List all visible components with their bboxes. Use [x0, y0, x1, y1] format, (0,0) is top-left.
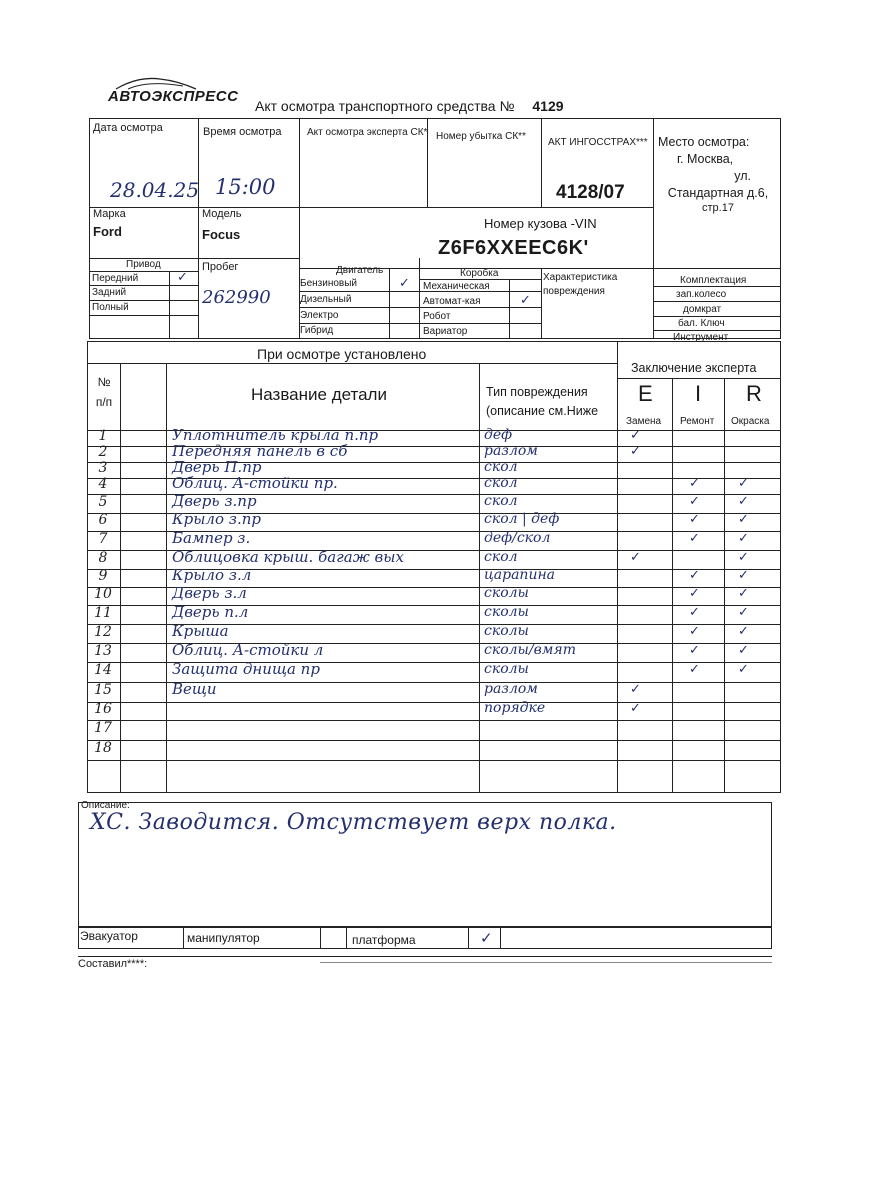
row-damage-type[interactable]: деф/скол [484, 529, 551, 546]
col-i-header: I [695, 381, 702, 406]
row-part-name[interactable]: Дверь П.пр [172, 458, 262, 476]
row-divider [87, 720, 781, 721]
row-check-e[interactable]: ✓ [630, 701, 641, 716]
date-value: 28.04.25 [110, 178, 200, 202]
model-label: Модель [202, 208, 242, 220]
row-part-name[interactable]: Бампер з. [172, 528, 251, 547]
doc-title [255, 98, 564, 114]
row-damage-type[interactable]: сколы/вмят [484, 641, 576, 658]
drive-title: Привод [126, 259, 161, 270]
row-check-i[interactable]: ✓ [689, 530, 700, 546]
row-number: 5 [98, 493, 108, 510]
row-check-i[interactable]: ✓ [689, 642, 700, 658]
row-number: 7 [98, 530, 108, 547]
row-part-name[interactable]: Дверь п.л [172, 602, 249, 621]
description-label: Описание: [81, 800, 130, 811]
row-check-i[interactable]: ✓ [689, 568, 700, 583]
row-check-r[interactable]: ✓ [738, 586, 749, 601]
row-number: 16 [94, 701, 112, 717]
row-check-i[interactable]: ✓ [689, 476, 700, 491]
place-address: Стандартная д.6, [667, 186, 769, 200]
row-check-r[interactable]: ✓ [738, 476, 749, 491]
row-check-e[interactable]: ✓ [630, 444, 641, 459]
equipment-spare-wheel[interactable]: зап.колесо [676, 289, 727, 300]
place-street: ул. [734, 169, 751, 183]
col-i-sub: Ремонт [680, 416, 715, 427]
row-part-name[interactable]: Дверь з.пр [172, 491, 257, 510]
row-damage-type[interactable]: скол | деф [484, 511, 560, 527]
equipment-jack[interactable]: домкрат [683, 304, 722, 315]
row-damage-type[interactable]: скол [484, 459, 518, 475]
evacuator-manipulator[interactable]: манипулятор [187, 931, 260, 945]
drive-front-checkbox[interactable]: ✓ [177, 270, 188, 285]
row-number: 4 [98, 476, 108, 492]
col-r-header: R [746, 381, 762, 406]
row-number: 6 [98, 512, 108, 528]
row-part-name[interactable]: Крыша [172, 621, 229, 640]
engine-diesel[interactable]: Дизельный [300, 294, 352, 305]
row-number: 2 [98, 444, 108, 460]
row-part-name[interactable]: Крыло з.пр [172, 510, 261, 528]
damage-characteristic-label: Характеристика повреждения [543, 272, 618, 297]
ingos-act-value: 4128/07 [556, 182, 625, 203]
engine-petrol[interactable]: Бензиновый [300, 278, 357, 289]
row-damage-type[interactable]: порядке [484, 700, 546, 716]
row-check-r[interactable]: ✓ [738, 642, 749, 658]
make-label: Марка [93, 208, 126, 220]
row-check-i[interactable]: ✓ [689, 662, 700, 677]
row-part-name[interactable]: Облиц. А-стойки л [172, 640, 324, 659]
row-number: 15 [94, 682, 112, 698]
row-damage-type[interactable]: скол [484, 475, 518, 491]
row-part-name[interactable]: Передняя панель в сб [172, 442, 348, 460]
engine-petrol-checkbox[interactable]: ✓ [399, 276, 410, 291]
compiled-label-text: Составил****: [78, 958, 148, 970]
col-num-header: № п/п [95, 375, 113, 409]
row-check-r[interactable]: ✓ [738, 623, 749, 639]
row-number: 11 [94, 604, 112, 621]
place-block [655, 134, 781, 214]
col-part-header: Название детали [251, 385, 387, 404]
row-check-e[interactable]: ✓ [630, 682, 641, 697]
place-building: стр.17 [702, 202, 734, 214]
row-check-e[interactable]: ✓ [630, 428, 641, 443]
row-check-i[interactable]: ✓ [689, 586, 700, 601]
row-damage-type[interactable]: сколы [484, 585, 529, 601]
row-part-name[interactable]: Вещи [172, 680, 217, 698]
row-damage-type[interactable]: царапина [484, 567, 556, 583]
description-value[interactable]: ХС. Заводится. Отсутствует верх полка. [90, 810, 617, 835]
row-part-name[interactable]: Уплотнитель крыла п.пр [172, 426, 379, 444]
engine-electric[interactable]: Электро [300, 310, 339, 321]
row-damage-type[interactable]: разлом [484, 443, 538, 459]
brand-name: АВТОЭКСПРЕСС [108, 88, 239, 105]
place-label: Место осмотра: [658, 135, 750, 149]
engine-title: Двигатель [336, 265, 384, 276]
row-divider [87, 740, 781, 741]
row-number: 9 [98, 568, 108, 584]
row-part-name[interactable]: Защита днища пр [172, 660, 320, 678]
col-r-sub: Окраска [731, 416, 770, 427]
row-number: 13 [94, 642, 112, 659]
row-damage-type[interactable]: деф [484, 427, 513, 443]
row-check-r[interactable]: ✓ [738, 662, 749, 677]
evacuator-label: Эвакуатор [80, 929, 138, 943]
conclusion-header: Заключение эксперта [631, 361, 757, 375]
row-part-name[interactable]: Облицовка крыш. багаж вых [172, 547, 404, 566]
engine-hybrid[interactable]: Гибрид [300, 325, 334, 336]
ingos-act-label: АКТ ИНГОССТРАХ*** [548, 137, 648, 148]
brand-logo [108, 76, 239, 105]
gearbox-auto-checkbox[interactable]: ✓ [520, 293, 531, 308]
row-damage-type[interactable]: сколы [484, 622, 529, 639]
row-number: 8 [98, 549, 108, 566]
row-part-name[interactable]: Крыло з.л [172, 566, 252, 584]
row-damage-type[interactable]: сколы [484, 603, 529, 620]
doc-number: 4129 [532, 98, 564, 114]
row-number: 12 [94, 623, 112, 640]
row-check-r[interactable]: ✓ [738, 530, 749, 546]
row-part-name[interactable]: Облиц. А-стойки пр. [172, 474, 338, 492]
time-value: 15:00 [215, 175, 276, 199]
row-number: 18 [94, 740, 112, 756]
gearbox-manual[interactable]: Механическая [423, 281, 490, 292]
row-damage-type[interactable]: сколы [484, 661, 529, 677]
vin-value: Z6F6XXEEC6K' [438, 237, 589, 259]
date-label: Дата осмотра [93, 122, 163, 134]
make-value: Ford [93, 224, 122, 239]
vin-label: Номер кузова -VIN [484, 216, 597, 231]
row-damage-type[interactable]: разлом [484, 681, 538, 697]
gearbox-title: Коробка [460, 268, 499, 279]
drive-rear[interactable]: Задний [92, 287, 127, 298]
loss-number-label: Номер убытка СК** [436, 131, 526, 142]
col-e-sub: Замена [626, 416, 662, 427]
compiled-label [78, 952, 148, 970]
place-city: г. Москва, [677, 152, 734, 166]
evacuator-platform[interactable]: платформа [352, 933, 416, 947]
equipment-wrench[interactable]: бал. Ключ [678, 318, 725, 329]
row-damage-type[interactable]: скол [484, 548, 518, 565]
gearbox-robot[interactable]: Робот [423, 311, 451, 322]
row-check-i[interactable]: ✓ [689, 493, 700, 509]
gearbox-auto[interactable]: Автомат-кая [423, 296, 481, 307]
col-damage-header: Тип повреждения (описание см.Ниже [486, 385, 599, 418]
row-check-i[interactable]: ✓ [689, 623, 700, 639]
doc-title-text: Акт осмотра транспортного средства № [255, 98, 515, 114]
established-header: При осмотре установлено [257, 346, 427, 362]
drive-awd[interactable]: Полный [92, 302, 129, 313]
row-number: 3 [98, 460, 108, 476]
evacuator-platform-checkbox[interactable]: ✓ [480, 929, 493, 947]
row-check-r[interactable]: ✓ [738, 549, 749, 565]
time-label: Время осмотра [203, 126, 282, 138]
equipment-tools[interactable]: Инструмент [673, 332, 729, 343]
row-check-i[interactable]: ✓ [689, 604, 700, 620]
row-divider [87, 702, 781, 703]
row-number: 10 [94, 586, 112, 602]
col-e-header: E [638, 381, 653, 406]
row-check-r[interactable]: ✓ [738, 512, 749, 527]
mileage-value: 262990 [202, 287, 271, 308]
model-value: Focus [202, 227, 241, 242]
row-check-r[interactable]: ✓ [738, 493, 749, 509]
expert-act-label: Акт осмотра эксперта СК* [307, 127, 428, 138]
mileage-label: Пробег [202, 261, 239, 273]
row-check-e[interactable]: ✓ [630, 549, 641, 565]
row-check-r[interactable]: ✓ [738, 604, 749, 620]
row-check-r[interactable]: ✓ [738, 568, 749, 583]
drive-front[interactable]: Передний [92, 273, 139, 284]
equipment-title: Комплектация [680, 275, 747, 286]
row-number: 17 [94, 720, 112, 736]
row-part-name[interactable]: Дверь з.л [172, 584, 247, 602]
row-divider [87, 760, 781, 761]
row-number: 14 [94, 662, 112, 678]
gearbox-cvt[interactable]: Вариатор [423, 326, 468, 337]
row-damage-type[interactable]: скол [484, 492, 518, 509]
row-number: 1 [98, 428, 108, 444]
row-check-i[interactable]: ✓ [689, 512, 700, 527]
